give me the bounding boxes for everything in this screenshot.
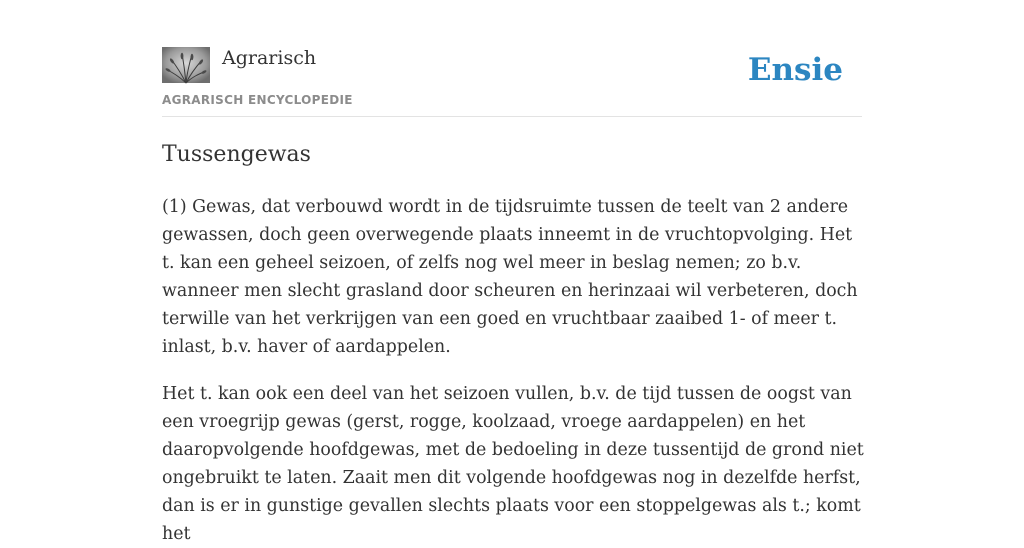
site-header [162,46,862,117]
article [162,140,864,548]
site-subtitle: AGRARISCH ENCYCLOPEDIE [162,93,353,107]
article-title: Tussengewas [162,142,311,167]
wheat-logo-icon[interactable] [162,47,210,83]
article-paragraph: (1) Gewas, dat verbouwd wordt in de tijdsruimte tussen de teelt van 2 andere gewassen, doch geen overwegende plaats inneemt in de vruchtopvolging. Het t. kan een geheel seizoen, of zelfs nog wel meer in beslag nemen; zo b.v. wanneer men slecht grasland door scheuren en herinzaai wil verbeteren, doch terwille van het verkrijgen van een goed en vruchtbaar zaaibed 1- of meer t. inlast, b.v. haver of aardappelen. [162,197,858,357]
article-paragraph: Het t. kan ook een deel van het seizoen vullen, b.v. de tijd tussen de oogst van een vroegrijp gewas (gerst, rogge, koolzaad, vroege aardappelen) en het daaropvolgende hoofdgewas, met de bedoeling in deze tussentijd de grond niet ongebruikt te laten. Zaait men dit volgende hoofdgewas nog in dezelfde herfst, dan is er in gunstige gevallen slechts plaats voor een stoppelgewas als t.; komt het [162,384,864,544]
ensie-brand-link[interactable]: Ensie [747,52,843,88]
site-name[interactable]: Agrarisch [222,47,317,69]
